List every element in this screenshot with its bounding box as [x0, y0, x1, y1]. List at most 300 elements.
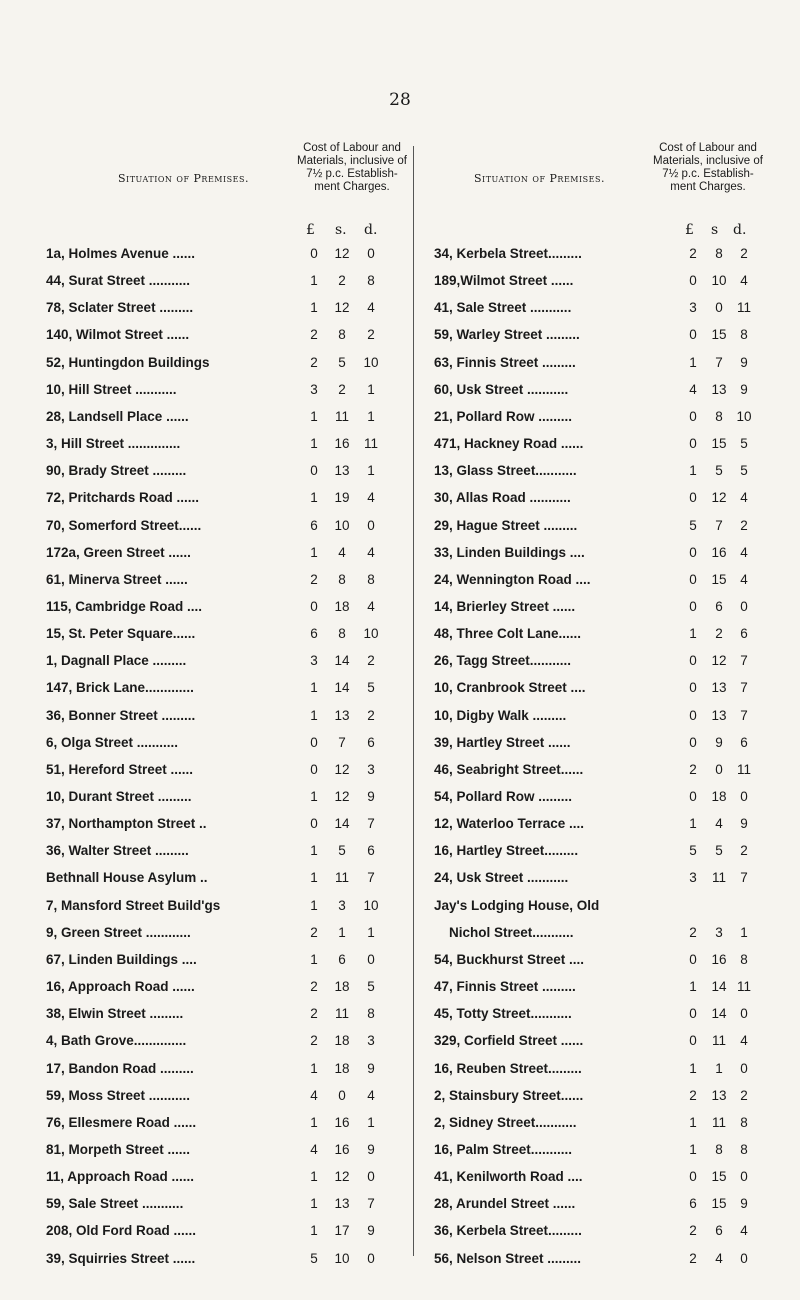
right-pounds-header: £: [685, 222, 694, 238]
right-pence-header: d.: [733, 222, 747, 238]
pounds-value: 2: [310, 1033, 318, 1049]
premises-name: 28, Landsell Place ......: [46, 408, 189, 424]
pounds-value: 0: [689, 1169, 697, 1185]
shillings-value: 12: [711, 490, 727, 506]
shillings-value: 7: [715, 517, 723, 533]
premises-name: 51, Hereford Street ......: [46, 761, 194, 777]
pounds-value: 0: [689, 408, 697, 424]
shillings-value: 13: [711, 680, 727, 696]
pounds-value: 3: [689, 300, 697, 316]
premises-name: 16, Approach Road ......: [46, 979, 195, 995]
shillings-value: 12: [334, 246, 350, 261]
pence-value: 4: [367, 300, 375, 316]
shillings-value: 10: [334, 517, 350, 533]
premises-name: 81, Morpeth Street ......: [46, 1141, 191, 1157]
premises-name: 24, Usk Street ...........: [434, 870, 569, 886]
premises-name: 115, Cambridge Road ....: [46, 598, 203, 614]
pence-value: 1: [367, 381, 375, 397]
pounds-value: 0: [310, 463, 318, 479]
shillings-value: 6: [715, 598, 723, 614]
premises-row: [46, 273, 446, 297]
shillings-value: 11: [711, 1114, 726, 1130]
premises-name: 36, Kerbela Street.........: [434, 1223, 582, 1239]
premises-name: 61, Minerva Street ......: [46, 571, 188, 587]
pence-value: 1: [740, 924, 748, 940]
premises-name: 16, Reuben Street.........: [434, 1060, 582, 1076]
pounds-value: 1: [310, 1196, 318, 1212]
pounds-value: 4: [310, 1087, 318, 1103]
premises-name: 78, Sclater Street .........: [46, 300, 194, 316]
premises-row: [434, 436, 800, 460]
premises-row: [46, 626, 446, 650]
premises-row: [46, 436, 446, 460]
shillings-value: 11: [334, 1006, 349, 1022]
premises-row: [434, 979, 800, 1003]
pounds-value: 1: [689, 626, 697, 642]
pence-value: 2: [367, 707, 375, 723]
premises-row: [46, 870, 446, 894]
pounds-value: 5: [689, 843, 697, 859]
right-cost-header: Cost of Labour and Materials, inclusive of 7½ p.c. Establish- ment Charges.: [653, 142, 763, 193]
pence-value: 9: [740, 381, 748, 397]
pence-value: 7: [367, 870, 375, 886]
premises-row: [434, 490, 800, 514]
shillings-value: 1: [715, 1060, 723, 1076]
premises-row: [46, 518, 446, 542]
pence-value: 9: [367, 1141, 375, 1157]
pounds-value: 1: [310, 408, 318, 424]
shillings-value: 15: [711, 571, 727, 587]
shillings-value: 5: [715, 843, 723, 859]
premises-row: [434, 246, 800, 270]
pence-value: 0: [740, 789, 748, 804]
pounds-value: 1: [310, 1223, 318, 1239]
pounds-value: 4: [310, 1141, 318, 1157]
pounds-value: 2: [310, 979, 318, 995]
pounds-value: 2: [689, 1250, 697, 1266]
premises-name: 1a, Holmes Avenue ......: [46, 246, 196, 261]
premises-name: 48, Three Colt Lane......: [434, 626, 582, 642]
premises-row: [434, 518, 800, 542]
shillings-value: 0: [715, 300, 723, 316]
premises-name: 329, Corfield Street ......: [434, 1033, 584, 1049]
premises-row: [434, 870, 800, 894]
pence-value: 0: [367, 1250, 375, 1266]
premises-name: 34, Kerbela Street.........: [434, 246, 582, 261]
pence-value: 1: [367, 463, 375, 479]
left-pence-header: d.: [364, 222, 378, 238]
premises-name: 471, Hackney Road ......: [434, 436, 584, 452]
pence-value: 7: [740, 653, 748, 669]
premises-name: 52, Huntingdon Buildings: [46, 354, 210, 370]
premises-row: [434, 1061, 800, 1085]
premises-name: 21, Pollard Row .........: [434, 408, 573, 424]
premises-row: [46, 463, 446, 487]
pounds-value: 1: [310, 870, 318, 886]
shillings-value: 3: [715, 924, 723, 940]
shillings-value: 8: [715, 246, 723, 261]
shillings-value: 4: [715, 1250, 723, 1266]
premises-row: [46, 816, 446, 840]
premises-name: 36, Walter Street .........: [46, 843, 189, 859]
premises-name: 36, Bonner Street .........: [46, 707, 196, 723]
premises-row: [434, 653, 800, 677]
premises-row: [434, 1115, 800, 1139]
shillings-value: 14: [334, 653, 350, 669]
premises-row: [434, 789, 800, 813]
pence-value: 9: [740, 1196, 748, 1212]
pence-value: 8: [740, 1114, 748, 1130]
pounds-value: 0: [689, 571, 697, 587]
pounds-value: 0: [310, 761, 318, 777]
premises-row: [46, 300, 446, 324]
pence-value: 7: [740, 707, 748, 723]
pounds-value: 0: [689, 1033, 697, 1049]
shillings-value: 12: [711, 653, 727, 669]
premises-row: [434, 1251, 800, 1275]
premises-row: [434, 1223, 800, 1247]
premises-row: [46, 545, 446, 569]
pounds-value: 0: [689, 436, 697, 452]
premises-row: [434, 1033, 800, 1057]
premises-row: [46, 1196, 446, 1220]
premises-row: [434, 843, 800, 867]
premises-name: 63, Finnis Street .........: [434, 354, 576, 370]
shillings-value: 6: [338, 951, 346, 967]
premises-row: [434, 327, 800, 351]
premises-name: 208, Old Ford Road ......: [46, 1223, 197, 1239]
right-shillings-header: s: [711, 222, 719, 238]
premises-name: 59, Moss Street ...........: [46, 1087, 191, 1103]
shillings-value: 2: [338, 273, 346, 289]
pounds-value: 0: [689, 598, 697, 614]
shillings-value: 18: [711, 789, 727, 804]
premises-name: 59, Warley Street .........: [434, 327, 580, 343]
pounds-value: 5: [310, 1250, 318, 1266]
premises-name: 33, Linden Buildings ....: [434, 544, 585, 560]
premises-row: [46, 246, 446, 270]
premises-name: 1, Dagnall Place .........: [46, 653, 187, 669]
pence-value: 0: [740, 1169, 748, 1185]
pence-value: 11: [736, 761, 751, 777]
shillings-value: 2: [338, 381, 346, 397]
pence-value: 0: [740, 598, 748, 614]
premises-name: 30, Allas Road ...........: [434, 490, 571, 506]
pence-value: 4: [740, 490, 748, 506]
premises-row: [46, 1169, 446, 1193]
pounds-value: 0: [689, 680, 697, 696]
pence-value: 4: [740, 273, 748, 289]
shillings-value: 17: [334, 1223, 350, 1239]
premises-row: [46, 409, 446, 433]
pounds-value: 1: [310, 436, 318, 452]
premises-name: 10, Hill Street ...........: [46, 381, 177, 397]
shillings-value: 5: [338, 354, 346, 370]
premises-row: [434, 816, 800, 840]
premises-row: [434, 1142, 800, 1166]
premises-name: 15, St. Peter Square......: [46, 626, 196, 642]
pounds-value: 2: [310, 571, 318, 587]
premises-name: 3, Hill Street ..............: [46, 436, 181, 452]
pence-value: 3: [367, 1033, 375, 1049]
premises-name: Jay's Lodging House, Old: [434, 897, 600, 913]
pounds-value: 1: [689, 463, 697, 479]
premises-name: 72, Pritchards Road ......: [46, 490, 200, 506]
shillings-value: 13: [711, 381, 727, 397]
shillings-value: 14: [711, 1006, 727, 1022]
premises-name: 41, Kenilworth Road ....: [434, 1169, 583, 1185]
premises-row: [434, 1006, 800, 1030]
shillings-value: 16: [711, 544, 727, 560]
premises-name: 10, Cranbrook Street ....: [434, 680, 586, 696]
pounds-value: 1: [310, 897, 318, 913]
premises-row: [434, 409, 800, 433]
premises-row: [46, 708, 446, 732]
premises-name: 29, Hague Street .........: [434, 517, 578, 533]
pounds-value: 1: [689, 979, 697, 995]
premises-name: 39, Hartley Street ......: [434, 734, 571, 750]
pounds-value: 1: [310, 789, 318, 804]
premises-row: [46, 327, 446, 351]
shillings-value: 16: [334, 436, 350, 452]
pounds-value: 1: [310, 1114, 318, 1130]
pence-value: 4: [367, 490, 375, 506]
premises-row: [46, 599, 446, 623]
pence-value: 11: [736, 300, 751, 316]
pence-value: 8: [367, 273, 375, 289]
pounds-value: 0: [310, 734, 318, 750]
premises-row: [46, 680, 446, 704]
premises-name: 7, Mansford Street Build'gs: [46, 897, 221, 913]
premises-name: 140, Wilmot Street ......: [46, 327, 190, 343]
premises-name: 10, Durant Street .........: [46, 789, 192, 804]
pounds-value: 2: [689, 924, 697, 940]
pence-value: 4: [367, 1087, 375, 1103]
premises-row: [46, 789, 446, 813]
premises-name: 12, Waterloo Terrace ....: [434, 816, 585, 832]
pounds-value: 0: [689, 789, 697, 804]
shillings-value: 15: [711, 1169, 727, 1185]
left-cost-header: Cost of Labour and Materials, inclusive of 7½ p.c. Establish- ment Charges.: [297, 142, 407, 193]
premises-row: [46, 572, 446, 596]
pounds-value: 2: [689, 761, 697, 777]
premises-row: [46, 1006, 446, 1030]
pence-value: 5: [740, 463, 748, 479]
pounds-value: 5: [689, 517, 697, 533]
premises-row: [434, 952, 800, 976]
premises-name: 147, Brick Lane.............: [46, 680, 194, 696]
premises-row: [434, 735, 800, 759]
pounds-value: 1: [689, 1141, 697, 1157]
pence-value: 4: [367, 598, 375, 614]
premises-name: Bethnall House Asylum ..: [46, 870, 208, 886]
pounds-value: 4: [689, 381, 697, 397]
pounds-value: 2: [689, 246, 697, 261]
premises-row: [434, 382, 800, 406]
pence-value: 9: [367, 1060, 375, 1076]
pounds-value: 0: [689, 734, 697, 750]
premises-name: 54, Buckhurst Street ....: [434, 951, 585, 967]
pence-value: 4: [740, 544, 748, 560]
pence-value: 4: [740, 1033, 748, 1049]
pence-value: 7: [367, 1196, 375, 1212]
pounds-value: 2: [310, 354, 318, 370]
premises-name: 56, Nelson Street .........: [434, 1250, 582, 1266]
premises-name: 26, Tagg Street...........: [434, 653, 572, 669]
premises-row: [46, 1088, 446, 1112]
pounds-value: 0: [310, 598, 318, 614]
shillings-value: 13: [334, 463, 350, 479]
shillings-value: 16: [711, 951, 727, 967]
shillings-value: 15: [711, 436, 727, 452]
shillings-value: 10: [334, 1250, 350, 1266]
premises-name: 17, Bandon Road .........: [46, 1060, 194, 1076]
shillings-value: 15: [711, 1196, 727, 1212]
shillings-value: 5: [715, 463, 723, 479]
pounds-value: 0: [689, 490, 697, 506]
pounds-value: 1: [310, 490, 318, 506]
pence-value: 2: [740, 246, 748, 261]
premises-name: 24, Wennington Road ....: [434, 571, 591, 587]
premises-row: [434, 300, 800, 324]
premises-row: [46, 1115, 446, 1139]
pence-value: 0: [367, 951, 375, 967]
pounds-value: 0: [689, 544, 697, 560]
premises-name: 54, Pollard Row .........: [434, 789, 573, 804]
pounds-value: 1: [310, 273, 318, 289]
shillings-value: 2: [715, 626, 723, 642]
pence-value: 7: [740, 680, 748, 696]
shillings-value: 11: [711, 870, 726, 886]
pence-value: 8: [740, 327, 748, 343]
left-shillings-header: s.: [335, 222, 347, 238]
premises-row: [46, 898, 446, 922]
pence-value: 10: [736, 408, 752, 424]
shillings-value: 18: [334, 598, 350, 614]
premises-row: [434, 572, 800, 596]
premises-row: [434, 1169, 800, 1193]
shillings-value: 6: [715, 1223, 723, 1239]
pounds-value: 0: [689, 327, 697, 343]
premises-row: [46, 952, 446, 976]
premises-row: [434, 1196, 800, 1220]
pence-value: 10: [363, 626, 379, 642]
premises-row: [434, 626, 800, 650]
premises-name: 172a, Green Street ......: [46, 544, 191, 560]
pounds-value: 1: [689, 1060, 697, 1076]
pence-value: 2: [367, 653, 375, 669]
pounds-value: 1: [310, 1060, 318, 1076]
shillings-value: 9: [715, 734, 723, 750]
pence-value: 5: [367, 979, 375, 995]
premises-row: [434, 273, 800, 297]
premises-row: [434, 708, 800, 732]
pence-value: 11: [363, 436, 378, 452]
pounds-value: 0: [689, 707, 697, 723]
premises-name: 39, Squirries Street ......: [46, 1250, 196, 1266]
premises-row: [434, 355, 800, 379]
shillings-value: 16: [334, 1114, 350, 1130]
shillings-value: 14: [711, 979, 727, 995]
pence-value: 2: [367, 327, 375, 343]
shillings-value: 0: [715, 761, 723, 777]
shillings-value: 14: [334, 680, 350, 696]
pounds-value: 0: [689, 653, 697, 669]
shillings-value: 13: [711, 1087, 727, 1103]
pence-value: 5: [740, 436, 748, 452]
pounds-value: 2: [310, 924, 318, 940]
premises-name: 28, Arundel Street ......: [434, 1196, 576, 1212]
pounds-value: 3: [310, 381, 318, 397]
shillings-value: 12: [334, 1169, 350, 1185]
pence-value: 0: [367, 517, 375, 533]
pence-value: 1: [367, 1114, 375, 1130]
premises-name: 38, Elwin Street .........: [46, 1006, 184, 1022]
pence-value: 0: [367, 246, 375, 261]
shillings-value: 4: [338, 544, 346, 560]
premises-row: [46, 355, 446, 379]
pounds-value: 1: [689, 816, 697, 832]
shillings-value: 18: [334, 1033, 350, 1049]
pence-value: 6: [740, 734, 748, 750]
shillings-value: 19: [334, 490, 350, 506]
pence-value: 2: [740, 1087, 748, 1103]
premises-row: [46, 925, 446, 949]
pounds-value: 1: [310, 680, 318, 696]
pounds-value: 1: [310, 300, 318, 316]
premises-name: 4, Bath Grove..............: [46, 1033, 187, 1049]
premises-name: 44, Surat Street ...........: [46, 273, 191, 289]
pence-value: 7: [367, 816, 375, 832]
premises-row: [434, 463, 800, 487]
pence-value: 4: [740, 571, 748, 587]
premises-row: [46, 1033, 446, 1057]
premises-name: 6, Olga Street ...........: [46, 734, 179, 750]
right-situation-header: Situation of Premises.: [474, 172, 605, 185]
premises-row: [434, 762, 800, 786]
pence-value: 8: [367, 571, 375, 587]
pounds-value: 3: [310, 653, 318, 669]
shillings-value: 0: [338, 1087, 346, 1103]
pence-value: 8: [367, 1006, 375, 1022]
pence-value: 1: [367, 408, 375, 424]
premises-name: 37, Northampton Street ..: [46, 816, 207, 832]
shillings-value: 11: [334, 408, 349, 424]
premises-row: [46, 1061, 446, 1085]
pounds-value: 0: [310, 246, 318, 261]
premises-name: 46, Seabright Street......: [434, 761, 584, 777]
premises-row: [434, 1088, 800, 1112]
premises-row: [434, 925, 800, 949]
shillings-value: 15: [711, 327, 727, 343]
shillings-value: 8: [338, 571, 346, 587]
shillings-value: 3: [338, 897, 346, 913]
pounds-value: 1: [310, 843, 318, 859]
premises-row: [46, 979, 446, 1003]
premises-row: [46, 653, 446, 677]
premises-row: [46, 735, 446, 759]
premises-row: [46, 762, 446, 786]
premises-row: [46, 843, 446, 867]
pounds-value: 2: [689, 1087, 697, 1103]
pence-value: 6: [367, 843, 375, 859]
pence-value: 0: [740, 1060, 748, 1076]
pence-value: 0: [367, 1169, 375, 1185]
pounds-value: 6: [689, 1196, 697, 1212]
premises-name: 47, Finnis Street .........: [434, 979, 576, 995]
premises-row: [434, 680, 800, 704]
pence-value: 2: [740, 517, 748, 533]
